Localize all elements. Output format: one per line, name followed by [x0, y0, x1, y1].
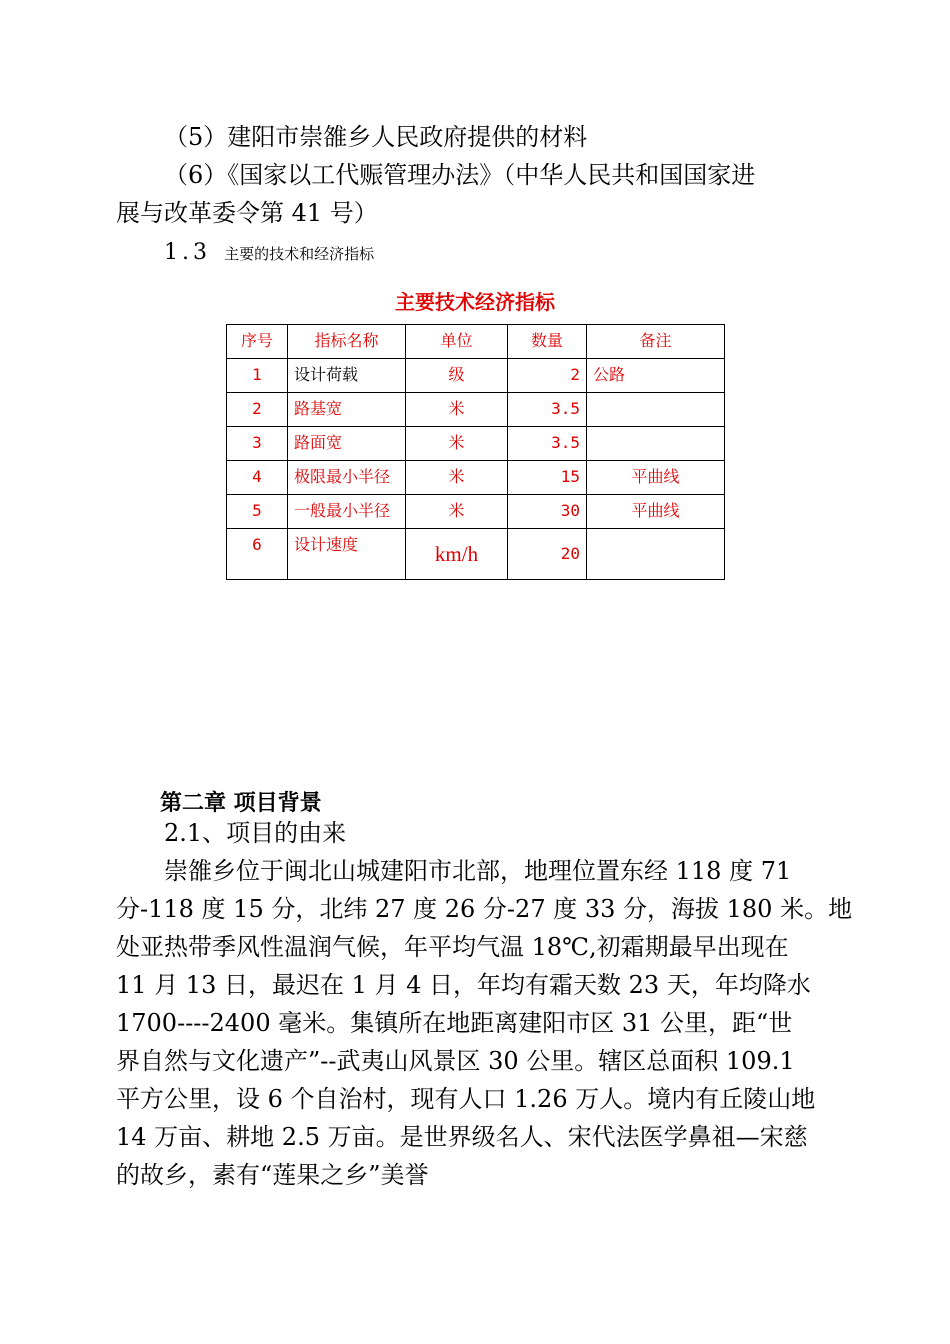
indicator-table	[226, 324, 725, 580]
cell-unit: km/h	[406, 529, 508, 580]
cell-unit: 米	[406, 461, 508, 495]
cell-name: 设计速度	[288, 529, 406, 580]
section-2-1-heading: 2.1、项目的由来	[164, 819, 347, 847]
cell-no: 2	[227, 393, 288, 427]
cell-name: 路基宽	[288, 393, 406, 427]
paragraph-line: 的故乡，素有“莲果之乡”美誉	[116, 1161, 429, 1189]
table-row	[227, 529, 725, 580]
paragraph-line: 分-118 度 15 分，北纬 27 度 26 分-27 度 33 分，海拔 180 米。地	[116, 895, 853, 923]
cell-note	[587, 393, 725, 427]
header-note: 备注	[587, 325, 725, 359]
table-row	[227, 461, 725, 495]
reference-item-6-line1: （6）《国家以工代赈管理办法》（中华人民共和国国家进	[164, 161, 756, 189]
cell-no: 3	[227, 427, 288, 461]
cell-qty: 15	[508, 461, 587, 495]
paragraph-line: 11 月 13 日，最迟在 1 月 4 日，年均有霜天数 23 天，年均降水	[116, 971, 811, 999]
cell-name: 一般最小半径	[288, 495, 406, 529]
section-1-3-heading	[164, 240, 374, 265]
cell-note	[587, 427, 725, 461]
paragraph-line: 崇雒乡位于闽北山城建阳市北部，地理位置东经 118 度 71	[164, 857, 792, 885]
table-title: 主要技术经济指标	[395, 290, 555, 314]
cell-unit: 米	[406, 427, 508, 461]
table-row	[227, 495, 725, 529]
cell-unit: 米	[406, 393, 508, 427]
section-title: 主要的技术和经济指标	[224, 245, 375, 263]
cell-name: 路面宽	[288, 427, 406, 461]
table-row	[227, 393, 725, 427]
cell-note: 平曲线	[587, 495, 725, 529]
reference-item-6-line2: 展与改革委令第 41 号）	[116, 199, 378, 227]
cell-name: 极限最小半径	[288, 461, 406, 495]
reference-item-5: （5）建阳市崇雒乡人民政府提供的材料	[164, 123, 588, 151]
cell-qty: 3.5	[508, 427, 587, 461]
cell-name: 设计荷载	[288, 359, 406, 393]
cell-qty: 20	[508, 529, 587, 580]
cell-no: 6	[227, 529, 288, 580]
cell-note: 平曲线	[587, 461, 725, 495]
cell-unit: 级	[406, 359, 508, 393]
paragraph-line: 处亚热带季风性温润气候，年平均气温 18℃,初霜期最早出现在	[116, 933, 789, 961]
section-number: 1.3	[164, 240, 211, 265]
cell-unit: 米	[406, 495, 508, 529]
cell-qty: 30	[508, 495, 587, 529]
header-no: 序号	[227, 325, 288, 359]
cell-no: 4	[227, 461, 288, 495]
table-header-row	[227, 325, 725, 359]
chapter-heading: 第二章 项目背景	[160, 791, 322, 816]
paragraph-line: 平方公里，设 6 个自治村，现有人口 1.26 万人。境内有丘陵山地	[116, 1085, 816, 1113]
table-row	[227, 359, 725, 393]
header-unit: 单位	[406, 325, 508, 359]
cell-no: 5	[227, 495, 288, 529]
header-name: 指标名称	[288, 325, 406, 359]
paragraph-line: 1700----2400 毫米。集镇所在地距离建阳市区 31 公里，距“世	[116, 1009, 793, 1037]
cell-note	[587, 529, 725, 580]
table-row	[227, 427, 725, 461]
cell-qty: 3.5	[508, 393, 587, 427]
cell-no: 1	[227, 359, 288, 393]
cell-note: 公路	[587, 359, 725, 393]
header-qty: 数量	[508, 325, 587, 359]
paragraph-line: 界自然与文化遗产”--武夷山风景区 30 公里。辖区总面积 109.1	[116, 1047, 795, 1075]
cell-qty: 2	[508, 359, 587, 393]
paragraph-line: 14 万亩、耕地 2.5 万亩。是世界级名人、宋代法医学鼻祖—宋慈	[116, 1123, 808, 1151]
